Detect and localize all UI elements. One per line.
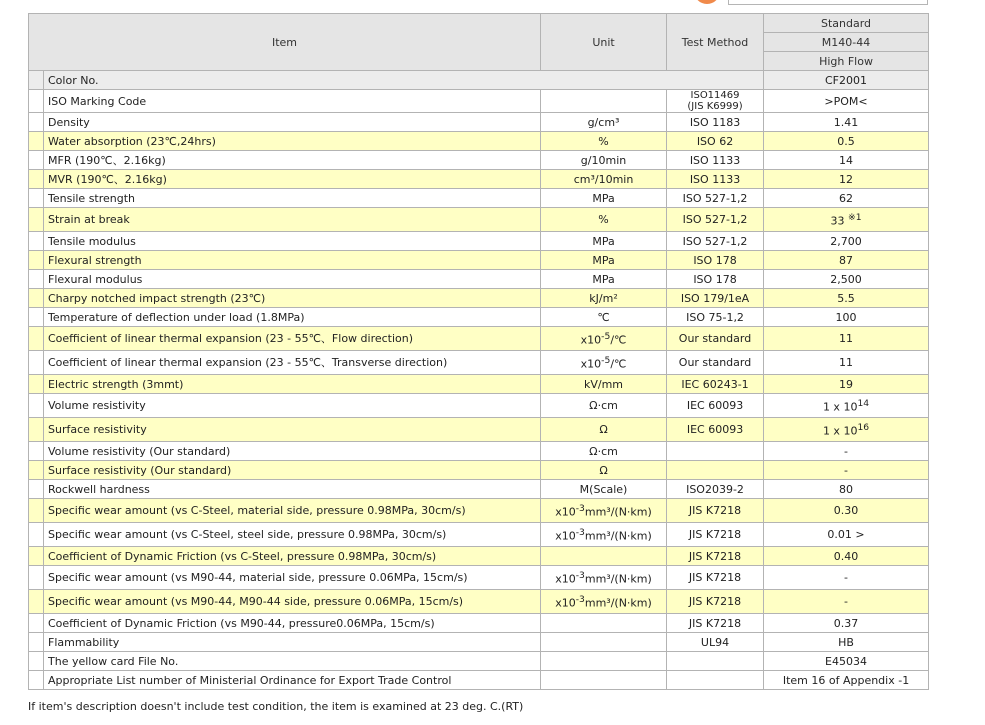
property-value [764, 523, 929, 547]
color-value: CF2001 [764, 71, 929, 90]
value-text: - [844, 444, 848, 458]
property-unit: MPa [541, 251, 667, 270]
property-value [764, 375, 929, 394]
property-value [764, 170, 929, 189]
table-row [29, 170, 929, 189]
value-text: 1.41 [833, 115, 859, 129]
test-method: ISO11469 (JIS K6999) [667, 90, 764, 113]
table-row [29, 547, 929, 566]
property-name: Density [44, 113, 541, 132]
property-value [764, 289, 929, 308]
unit-rest: /℃ [610, 357, 627, 371]
value-text: 2,700 [830, 234, 862, 248]
test-method: JIS K7218 [667, 499, 764, 523]
property-unit: kJ/m² [541, 289, 667, 308]
table-row [29, 351, 929, 375]
test-method: ISO 527-1,2 [667, 232, 764, 251]
test-method: Our standard [667, 351, 764, 375]
row-spacer [29, 208, 44, 232]
test-method: JIS K7218 [667, 590, 764, 614]
table-row [29, 90, 929, 113]
unit-exponent: -3 [575, 503, 585, 515]
row-spacer [29, 151, 44, 170]
row-spacer [29, 351, 44, 375]
property-name: Flexural strength [44, 251, 541, 270]
test-method: ISO 1133 [667, 170, 764, 189]
table-row [29, 208, 929, 232]
unit-base: x10 [555, 529, 576, 543]
value-base: 1 x 10 [822, 424, 858, 438]
property-value [764, 499, 929, 523]
property-value [764, 614, 929, 633]
property-unit [541, 633, 667, 652]
value-exponent: 14 [857, 398, 870, 410]
property-name: MFR (190℃、2.16kg) [44, 151, 541, 170]
property-value [764, 461, 929, 480]
row-spacer [29, 480, 44, 499]
property-name: Coefficient of Dynamic Friction (vs M90-44, pressure0.06MPa, 15cm/s) [44, 614, 541, 633]
value-text: - [844, 463, 848, 477]
value-text: - [844, 571, 848, 584]
property-value [764, 547, 929, 566]
property-name: Coefficient of linear thermal expansion (23 - 55℃、Transverse direction) [44, 351, 541, 375]
property-unit: g/cm³ [541, 113, 667, 132]
value-base: 1 x 10 [822, 400, 858, 414]
unit-exponent: -5 [601, 331, 611, 343]
row-spacer [29, 394, 44, 418]
table-row [29, 523, 929, 547]
table-row [29, 132, 929, 151]
row-spacer [29, 170, 44, 189]
row-spacer [29, 614, 44, 633]
table-row [29, 151, 929, 170]
unit-rest: mm³/(N·km) [584, 529, 652, 543]
property-name: ISO Marking Code [44, 90, 541, 113]
test-method: ISO 1183 [667, 113, 764, 132]
test-method [667, 671, 764, 690]
unit-exponent: -3 [575, 527, 585, 539]
row-spacer [29, 547, 44, 566]
unit-base: x10 [555, 596, 576, 610]
table-row [29, 289, 929, 308]
table-row [29, 671, 929, 690]
property-name: Charpy notched impact strength (23℃) [44, 289, 541, 308]
property-name: MVR (190℃、2.16kg) [44, 170, 541, 189]
table-row [29, 394, 929, 418]
property-name: Temperature of deflection under load (1.8MPa) [44, 308, 541, 327]
table-row [29, 418, 929, 442]
property-unit [541, 652, 667, 671]
row-spacer [29, 442, 44, 461]
property-unit: M(Scale) [541, 480, 667, 499]
property-value [764, 652, 929, 671]
table-row [29, 232, 929, 251]
row-spacer [29, 90, 44, 113]
property-value [764, 208, 929, 232]
value-text: 0.40 [833, 549, 859, 563]
property-unit [541, 90, 667, 113]
search-input[interactable] [728, 0, 928, 5]
unit-exponent: -5 [601, 355, 611, 367]
footnote: If item's description doesn't include test condition, the item is examined at 23 deg. C.(RT) [28, 700, 524, 713]
item-header: Item [29, 14, 541, 71]
property-value [764, 189, 929, 208]
property-value [764, 442, 929, 461]
table-row [29, 480, 929, 499]
row-spacer [29, 189, 44, 208]
property-unit: g/10min [541, 151, 667, 170]
property-name: Strain at break [44, 208, 541, 232]
table-row [29, 327, 929, 351]
row-spacer [29, 461, 44, 480]
value-text: 100 [835, 310, 857, 324]
property-unit: Ω [541, 418, 667, 442]
property-unit [541, 566, 667, 590]
property-value [764, 90, 929, 113]
property-name: Surface resistivity (Our standard) [44, 461, 541, 480]
row-spacer [29, 652, 44, 671]
property-unit [541, 327, 667, 351]
property-name: Specific wear amount (vs M90-44, M90-44 side, pressure 0.06MPa, 15cm/s) [44, 590, 541, 614]
value-text: HB [838, 635, 854, 649]
row-spacer [29, 289, 44, 308]
table-row [29, 308, 929, 327]
property-unit [541, 671, 667, 690]
property-name: Appropriate List number of Ministerial Ordinance for Export Trade Control [44, 671, 541, 690]
unit-rest: mm³/(N·km) [584, 572, 652, 586]
property-unit [541, 547, 667, 566]
table-row [29, 461, 929, 480]
property-unit [541, 523, 667, 547]
property-unit: Ω·cm [541, 442, 667, 461]
test-method: IEC 60093 [667, 394, 764, 418]
color-label: Color No. [44, 71, 764, 90]
grade-header: M140-44 [764, 33, 929, 52]
property-name: Rockwell hardness [44, 480, 541, 499]
footnote-marker[interactable]: ※1 [848, 212, 862, 224]
property-name: Tensile modulus [44, 232, 541, 251]
table-row [29, 590, 929, 614]
property-unit [541, 614, 667, 633]
test-method: ISO 75-1,2 [667, 308, 764, 327]
unit-rest: /℃ [610, 333, 627, 347]
row-spacer [29, 71, 44, 90]
table-row [29, 633, 929, 652]
property-unit: MPa [541, 270, 667, 289]
test-method: ISO 1133 [667, 151, 764, 170]
property-value [764, 308, 929, 327]
unit-exponent: -3 [575, 570, 585, 582]
value-text: 33 [830, 214, 845, 228]
value-text: Item 16 of Appendix -1 [782, 673, 910, 687]
test-method: ISO 178 [667, 270, 764, 289]
row-spacer [29, 523, 44, 547]
row-spacer [29, 418, 44, 442]
property-unit [541, 499, 667, 523]
test-method: JIS K7218 [667, 547, 764, 566]
property-name: Volume resistivity (Our standard) [44, 442, 541, 461]
property-value [764, 566, 929, 590]
row-spacer [29, 499, 44, 523]
property-unit: ℃ [541, 308, 667, 327]
test-method: UL94 [667, 633, 764, 652]
value-text: 80 [839, 482, 854, 496]
spec-table [28, 13, 929, 690]
property-unit: MPa [541, 189, 667, 208]
property-value [764, 351, 929, 375]
property-name: Electric strength (3mmt) [44, 375, 541, 394]
table-row [29, 189, 929, 208]
property-unit: % [541, 132, 667, 151]
property-name: The yellow card File No. [44, 652, 541, 671]
value-text: E45034 [825, 654, 867, 668]
value-text: 11 [839, 356, 854, 369]
row-spacer [29, 566, 44, 590]
table-row [29, 652, 929, 671]
property-unit: MPa [541, 232, 667, 251]
property-value [764, 270, 929, 289]
table-row [29, 499, 929, 523]
value-text: 0.01 > [827, 528, 865, 541]
value-text: 19 [839, 377, 854, 391]
property-unit: % [541, 208, 667, 232]
top-toolbar [0, 0, 985, 13]
test-method: JIS K7218 [667, 566, 764, 590]
value-text: 0.30 [833, 504, 859, 517]
test-method [667, 652, 764, 671]
property-value [764, 232, 929, 251]
row-spacer [29, 308, 44, 327]
value-text: 0.5 [837, 134, 855, 148]
method-header: Test Method [667, 14, 764, 71]
row-spacer [29, 375, 44, 394]
table-row [29, 251, 929, 270]
property-value [764, 113, 929, 132]
test-method: ISO 178 [667, 251, 764, 270]
property-name: Coefficient of Dynamic Friction (vs C-Steel, pressure 0.98MPa, 30cm/s) [44, 547, 541, 566]
unit-base: x10 [555, 572, 576, 586]
test-method: Our standard [667, 327, 764, 351]
value-text: 5.5 [837, 291, 855, 305]
row-spacer [29, 232, 44, 251]
test-method: JIS K7218 [667, 614, 764, 633]
value-text: 0.37 [833, 616, 859, 630]
property-name: Specific wear amount (vs C-Steel, material side, pressure 0.98MPa, 30cm/s) [44, 499, 541, 523]
property-value [764, 590, 929, 614]
unit-base: x10 [580, 333, 602, 347]
property-unit: Ω [541, 461, 667, 480]
test-method: IEC 60093 [667, 418, 764, 442]
property-value [764, 151, 929, 170]
property-value [764, 480, 929, 499]
table-row [29, 270, 929, 289]
grade-group-header: Standard [764, 14, 929, 33]
value-text: 62 [839, 191, 854, 205]
value-text: 12 [839, 172, 854, 186]
test-method: ISO 179/1eA [667, 289, 764, 308]
test-method: ISO 62 [667, 132, 764, 151]
unit-header: Unit [541, 14, 667, 71]
test-method [667, 461, 764, 480]
test-method: ISO 527-1,2 [667, 189, 764, 208]
value-text: >POM< [824, 94, 868, 108]
table-row [29, 614, 929, 633]
row-spacer [29, 327, 44, 351]
row-spacer [29, 671, 44, 690]
value-text: 11 [839, 332, 854, 345]
property-name: Flammability [44, 633, 541, 652]
property-unit [541, 351, 667, 375]
property-name: Specific wear amount (vs M90-44, material side, pressure 0.06MPa, 15cm/s) [44, 566, 541, 590]
test-method: IEC 60243-1 [667, 375, 764, 394]
color-row [29, 71, 929, 90]
value-text: 2,500 [830, 272, 862, 286]
row-spacer [29, 633, 44, 652]
unit-rest: mm³/(N·km) [584, 505, 652, 519]
property-name: Surface resistivity [44, 418, 541, 442]
property-name: Flexural modulus [44, 270, 541, 289]
property-name: Tensile strength [44, 189, 541, 208]
unit-base: x10 [580, 357, 602, 371]
property-value [764, 251, 929, 270]
row-spacer [29, 270, 44, 289]
property-value [764, 394, 929, 418]
test-method: ISO 527-1,2 [667, 208, 764, 232]
property-value [764, 633, 929, 652]
unit-rest: mm³/(N·km) [584, 596, 652, 610]
unit-base: x10 [555, 505, 576, 519]
test-method: JIS K7218 [667, 523, 764, 547]
test-method [667, 442, 764, 461]
table-row [29, 566, 929, 590]
property-unit [541, 590, 667, 614]
value-text: 87 [839, 253, 854, 267]
property-value [764, 671, 929, 690]
orange-circle-icon[interactable] [694, 0, 720, 4]
table-row [29, 375, 929, 394]
table-row [29, 113, 929, 132]
unit-exponent: -3 [575, 594, 585, 606]
property-unit: cm³/10min [541, 170, 667, 189]
value-text: 14 [839, 153, 854, 167]
property-name: Volume resistivity [44, 394, 541, 418]
property-value [764, 132, 929, 151]
row-spacer [29, 590, 44, 614]
property-value [764, 418, 929, 442]
property-unit: kV/mm [541, 375, 667, 394]
row-spacer [29, 113, 44, 132]
property-name: Water absorption (23℃,24hrs) [44, 132, 541, 151]
value-text: - [844, 595, 848, 608]
table-row [29, 442, 929, 461]
property-name: Coefficient of linear thermal expansion (23 - 55℃、Flow direction) [44, 327, 541, 351]
row-spacer [29, 251, 44, 270]
grade-type-header: High Flow [764, 52, 929, 71]
property-name: Specific wear amount (vs C-Steel, steel side, pressure 0.98MPa, 30cm/s) [44, 523, 541, 547]
property-unit: Ω·cm [541, 394, 667, 418]
row-spacer [29, 132, 44, 151]
value-exponent: 16 [857, 422, 870, 434]
test-method: ISO2039-2 [667, 480, 764, 499]
property-value [764, 327, 929, 351]
